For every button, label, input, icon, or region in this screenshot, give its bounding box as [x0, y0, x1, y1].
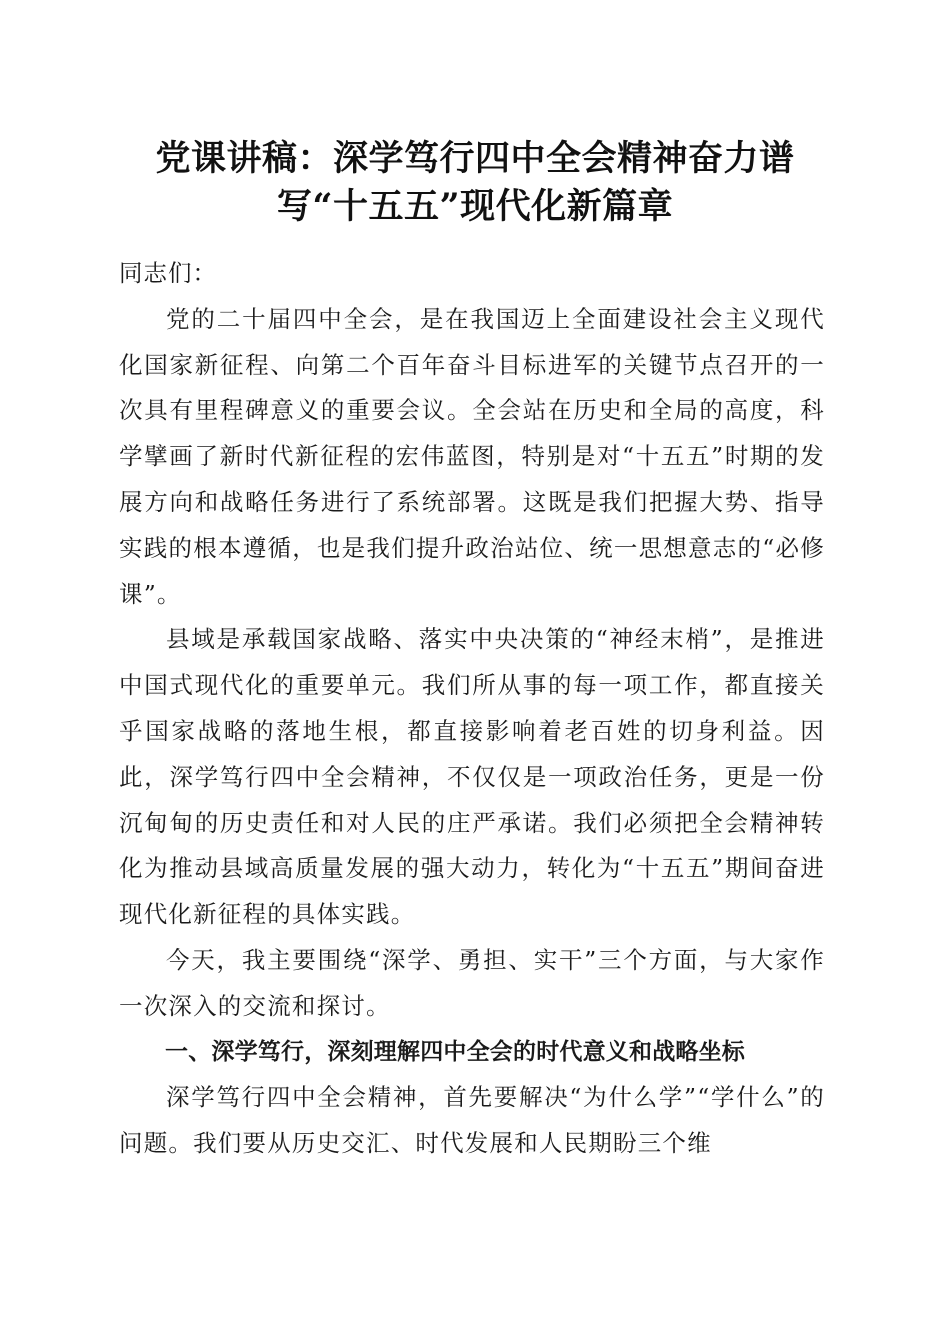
section-heading: 一、深学笃行，深刻理解四中全会的时代意义和战略坐标: [165, 1038, 745, 1065]
paragraph: 今天，我主要围绕“深学、勇担、实干”三个方面，与大家作一次深入的交流和探讨。: [119, 945, 825, 1020]
document-body: [119, 251, 825, 1167]
paragraph: 县域是承载国家战略、落实中央决策的“神经末梢”，是推进中国式现代化的重要单元。我们所从事的每一项工作，都直接关乎国家战略的落地生根，都直接影响着老百姓的切身利益。因此，深学笃行四中全会精神，不仅仅是一项政治任务，更是一份沉甸甸的历史责任和对人民的庄严承诺。我们必须把全会精神转化为推动县域高质量发展的强大动力，转化为“十五五”期间奋进现代化新征程的具体实践。: [119, 625, 825, 929]
paragraph: 深学笃行四中全会精神，首先要解决“为什么学”“学什么”的问题。我们要从历史交汇、时代发展和人民期盼三个维: [119, 1083, 825, 1158]
salutation: 同志们：: [119, 259, 217, 287]
title-line-2: 写“十五五”现代化新篇章: [276, 186, 674, 227]
title-line-1: 党课讲稿：深学笃行四中全会精神奋力谱: [155, 138, 795, 179]
document-title: [100, 135, 850, 231]
paragraph: 党的二十届四中全会，是在我国迈上全面建设社会主义现代化国家新征程、向第二个百年奋斗目标进军的关键节点召开的一次具有里程碑意义的重要会议。全会站在历史和全局的高度，科学擘画了新时代新征程的宏伟蓝图，特别是对“十五五”时期的发展方向和战略任务进行了系统部署。这既是我们把握大势、指导实践的根本遵循，也是我们提升政治站位、统一思想意志的“必修课”。: [119, 304, 825, 608]
